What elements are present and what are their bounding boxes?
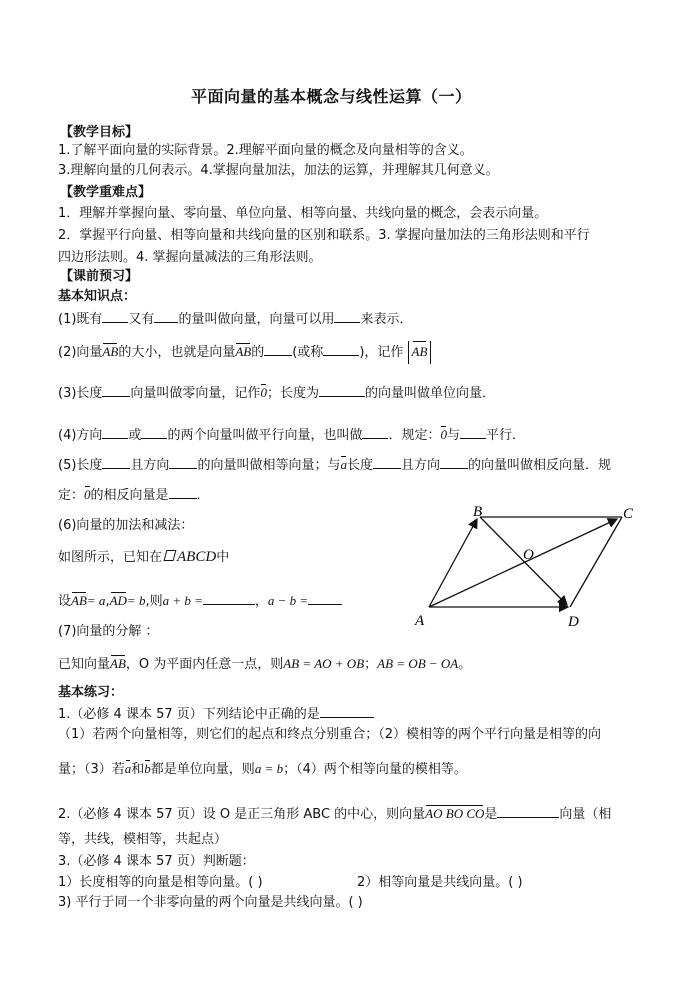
decomposition-add: AB = AO + OB	[283, 656, 365, 671]
q3-line	[58, 384, 495, 402]
q6-heading: (6)向量的加法和减法：	[58, 518, 194, 533]
key-points-line-2: 2．掌握平行向量、相等向量和共线向量的区别和联系。3. 掌握向量加法的三角形法则和平行	[58, 228, 590, 243]
q6-figure-line	[58, 549, 229, 566]
vector-ab: AB	[102, 344, 119, 359]
vector-ab-2: AB	[235, 344, 252, 359]
zero-vector-3: 0	[84, 487, 91, 502]
goals-line-2: 3.理解向量的几何表示。4.掌握向量加法，加法的运算，并理解其几何意义。	[58, 163, 499, 178]
sum-expr: a + b =	[162, 593, 203, 608]
q3-b: 向量叫做零向量，记作	[130, 386, 261, 401]
practice-1-line	[58, 705, 374, 723]
q1-blank-3[interactable]	[334, 310, 360, 323]
practice-2b: 等，共线，模相等，共起点）	[58, 832, 228, 847]
practice-1b-b: 和	[131, 762, 145, 777]
q7-b: ，O 为平面内任意一点，则	[125, 657, 284, 672]
q3-blank-2[interactable]	[319, 384, 365, 397]
goals-line-1: 1.了解平面向量的实际背景。2.理解平面向量的概念及向量相等的含义。	[58, 143, 473, 158]
q5-c: 的向量叫做相等向量；与	[197, 458, 341, 473]
practice-3c: 3) 平行于同一个非零向量的两个向量是共线向量。( )	[58, 895, 363, 910]
q3-d: 的向量叫做单位向量．	[364, 386, 495, 401]
q7-heading: (7)向量的分解 ：	[58, 624, 159, 639]
preview-heading: 【课前预习】	[60, 269, 139, 284]
q2-e: )，记作	[359, 345, 404, 360]
vector-ad: AD	[109, 593, 127, 608]
q1-blank-1[interactable]	[102, 310, 128, 323]
q2-b: 的大小，也就是向量	[118, 345, 236, 360]
q2-line	[58, 341, 431, 364]
label-a: A	[415, 613, 425, 629]
q6-set-line	[58, 592, 342, 610]
parallelogram-diagram	[412, 502, 648, 632]
q1-b: 又有	[128, 312, 155, 327]
decomposition-sub: AB = OB − OA	[377, 656, 459, 671]
eq-b: = b	[126, 593, 146, 608]
comma-2: ，	[254, 594, 268, 609]
abs-vector-ab	[408, 341, 432, 364]
key-points-line-3: 四边形法则。4. 掌握向量减法的三角形法则。	[58, 250, 322, 265]
vector-b: b	[144, 761, 151, 776]
knowledge-heading: 基本知识点：	[58, 289, 137, 304]
abs-vector-ab-inner: AB	[412, 341, 428, 363]
q2-blank-2[interactable]	[323, 343, 359, 356]
q2-blank-1[interactable]	[264, 343, 292, 356]
q5-e: 且方向	[400, 458, 440, 473]
key-points-line-1: 1．理解并掌握向量、零向量、单位向量、相等向量、共线向量的概念，会表示向量。	[58, 206, 548, 221]
q5-d: 长度	[346, 458, 373, 473]
q6-set-a: 设	[58, 594, 72, 609]
parallelogram-icon	[164, 550, 177, 561]
eq-a: = a	[86, 593, 106, 608]
q4-a: (4)方向	[58, 428, 103, 443]
q4-c: 的两个向量叫做平行向量，也叫做	[167, 428, 363, 443]
label-b: B	[473, 504, 483, 520]
q4-d: ．规定：	[388, 428, 441, 443]
vector-a-2: a	[124, 761, 132, 776]
q1-d: 来表示．	[360, 312, 413, 327]
zero-vector-2: 0	[440, 427, 447, 442]
q4-blank-3[interactable]	[362, 426, 388, 439]
q5-blank-1[interactable]	[102, 456, 130, 469]
q4-line	[58, 426, 525, 444]
practice-3a: 1）长度相等的向量是相等向量。( )	[58, 875, 263, 890]
q2-d: (或称	[292, 345, 324, 360]
practice-1b-c: 都是单位向量，则	[150, 762, 255, 777]
q3-blank-1[interactable]	[102, 384, 130, 397]
q5-a: (5)长度	[58, 458, 103, 473]
practice-1-blank[interactable]	[320, 705, 374, 718]
q5b-line	[58, 486, 210, 504]
then: ,则	[145, 594, 163, 609]
label-o: O	[523, 547, 534, 563]
vector-ab-4: AB	[110, 656, 126, 671]
practice-3: 3.（必修 4 课本 57 页）判断题：	[58, 854, 255, 869]
q5-blank-4[interactable]	[440, 456, 468, 469]
q4-blank-2[interactable]	[141, 426, 167, 439]
q4-blank-1[interactable]	[102, 426, 128, 439]
practice-heading: 基本练习：	[58, 685, 124, 700]
q1-line	[58, 310, 412, 328]
label-c: C	[623, 506, 634, 522]
practice-1: 1.（必修 4 课本 57 页）下列结论中正确的是	[58, 707, 320, 722]
practice-1a: （1）若两个向量相等，则它们的起点和终点分别重合；（2）模相等的两个平行向量是相等的向	[58, 727, 602, 742]
q5b-blank[interactable]	[169, 486, 197, 499]
diff-expr: a − b =	[267, 593, 309, 608]
sum-blank[interactable]	[203, 592, 255, 605]
q4-b: 或	[128, 428, 142, 443]
q1-c: 的量叫做向量，向量可以用	[178, 312, 335, 327]
q5b-a: 定：	[58, 488, 85, 503]
q5-b: 且方向	[130, 458, 170, 473]
practice-3b: 2）相等向量是共线向量。( )	[357, 875, 523, 890]
practice-2-b: 是	[484, 807, 498, 822]
eq-a-b: a = b	[254, 761, 284, 776]
q6-parallelogram-name: ABCD	[177, 549, 217, 565]
q4-f: 平行．	[485, 428, 525, 443]
practice-1b-d: ；（4）两个相等向量的模相等。	[283, 762, 467, 777]
q4-e: 与	[446, 428, 460, 443]
vector-a: a	[340, 457, 347, 472]
label-d: D	[568, 614, 579, 630]
page-title: 平面向量的基本概念与线性运算（一）	[191, 87, 472, 106]
q2-c: 的	[251, 345, 265, 360]
q3-a: (3)长度	[58, 386, 103, 401]
q5b-c: ．	[196, 488, 210, 503]
q5-blank-2[interactable]	[169, 456, 197, 469]
goals-heading: 【教学目标】	[60, 125, 139, 140]
q7-end: 。	[458, 657, 472, 672]
practice-2-blank[interactable]	[497, 805, 559, 818]
q5-blank-3[interactable]	[373, 456, 401, 469]
q6-figure-a: 如图所示，已知在	[58, 550, 163, 565]
practice-2-line	[58, 805, 611, 823]
q7-line	[58, 655, 471, 673]
comma: ,	[105, 594, 110, 609]
zero-vector: 0	[260, 385, 267, 400]
vectors-ao-bo-co: AO BO CO	[425, 806, 485, 821]
q4-blank-4[interactable]	[460, 426, 486, 439]
diagonal-ac	[429, 519, 617, 607]
practice-1b-a: 量；（3）若	[58, 762, 125, 777]
edge-ab	[429, 519, 477, 607]
q5b-b: 的相反向量是	[90, 488, 169, 503]
q7-a: 已知向量	[58, 657, 111, 672]
diff-blank[interactable]	[308, 592, 342, 605]
q1-a: (1)既有	[58, 312, 103, 327]
q5-f: 的向量叫做相反向量．规	[467, 458, 611, 473]
q5-line	[58, 456, 611, 474]
q1-blank-2[interactable]	[154, 310, 178, 323]
practice-2-c: 向量（相	[559, 807, 612, 822]
practice-2-a: 2.（必修 4 课本 57 页）设 O 是正三角形 ABC 的中心，则向量	[58, 807, 426, 822]
q6-figure-b: 中	[216, 550, 230, 565]
q2-a: (2)向量	[58, 345, 103, 360]
vector-ab-3: AB	[71, 593, 87, 608]
q3-c: ；长度为	[266, 386, 319, 401]
edge-cd	[570, 517, 622, 607]
q7-sep: ；	[364, 657, 378, 672]
practice-1b-line	[58, 760, 467, 778]
key-points-heading: 【教学重难点】	[60, 185, 152, 200]
